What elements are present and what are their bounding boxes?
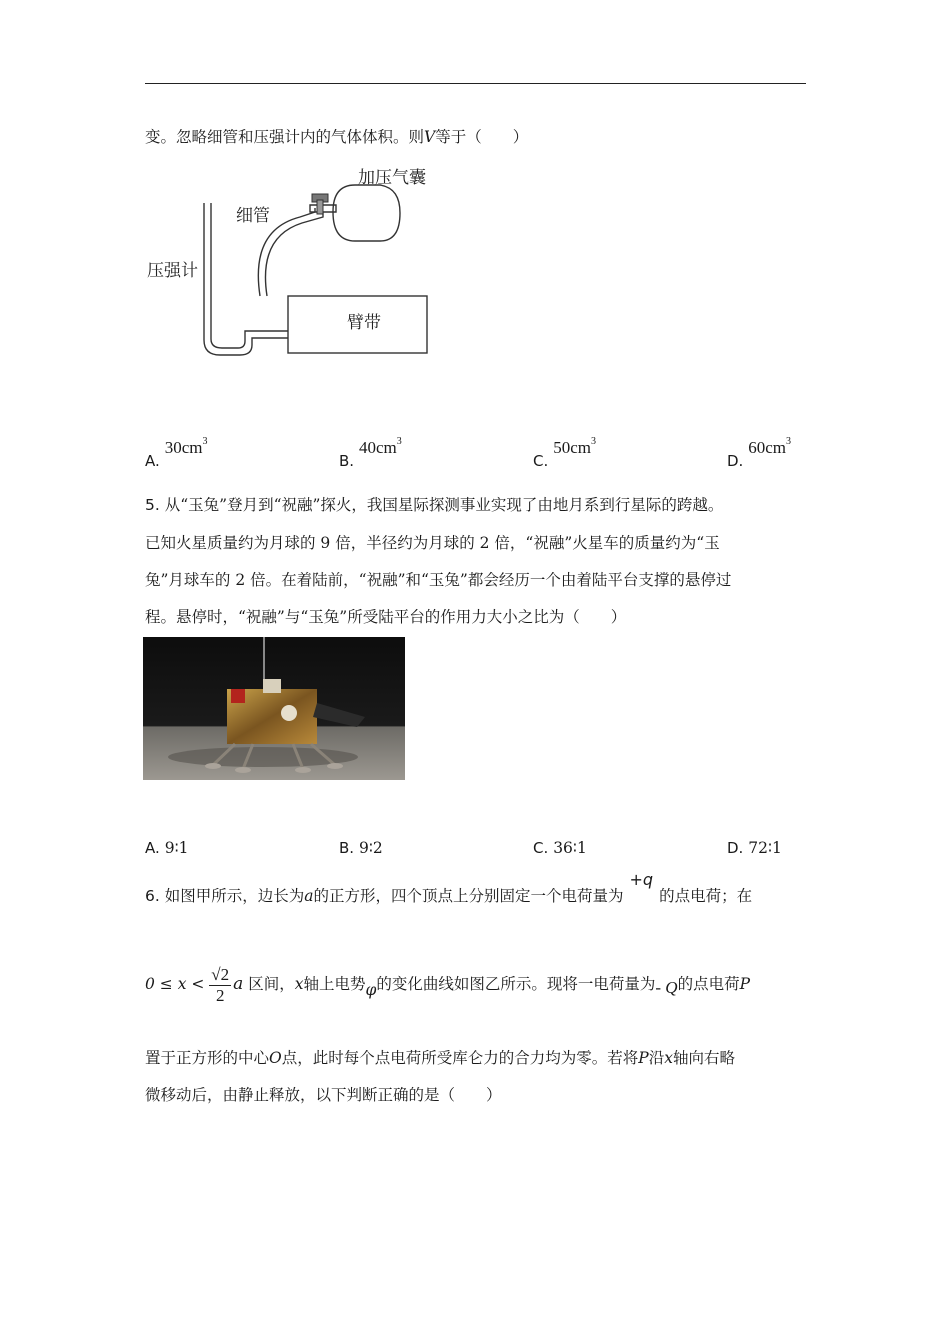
charge-neg-q: - Q: [655, 978, 678, 997]
q4-option-c-value: 50cm: [553, 438, 591, 457]
q5-line-2: 已知火星质量约为月球的 9 倍，半径约为月球的 2 倍，“祝融”火星车的质量约为“玉: [145, 534, 720, 552]
q4-option-a[interactable]: A. $30cm^3$: [145, 436, 208, 470]
inequality-left: 0 ≤ x <: [145, 975, 205, 993]
var-phi: φ: [365, 981, 377, 999]
q5-number: 5.: [145, 496, 160, 514]
var-a: a: [304, 887, 314, 905]
bulb-shape: [333, 185, 400, 241]
q4-option-c[interactable]: C. $50cm^3$: [533, 436, 596, 470]
sphygmomanometer-diagram: [140, 155, 440, 370]
q6-number: 6.: [145, 887, 160, 905]
charge-plus-q: +q: [629, 870, 654, 889]
q4-option-d-value: 60cm: [748, 438, 787, 457]
q5-line-3: 兔”月球车的 2 倍。在着陆前，“祝融”和“玉兔”都会经历一个由着陆平台支撑的悬停过: [145, 571, 732, 589]
thin-tube-inner: [265, 212, 323, 296]
q4-option-a-value: 30cm: [164, 438, 203, 457]
sqrt2-over-2-fraction: $\frac{√2}{2}$: [211, 964, 230, 1005]
q6-line-3: 置于正方形的中心O点，此时每个点电荷所受库仑力的合力均为零。若将P沿x轴向右略: [145, 1049, 735, 1067]
q6-line-4: 微移动后，由静止释放，以下判断正确的是（ ）: [145, 1086, 502, 1104]
label-bulb: 加压气囊: [358, 168, 426, 188]
q5-line-4: 程。悬停时，“祝融”与“玉兔”所受陆平台的作用力大小之比为（ ）: [145, 608, 627, 626]
lunar-lander-photo: [143, 637, 405, 780]
label-gauge: 压强计: [147, 261, 198, 281]
question-4-tail: [145, 126, 528, 148]
q6-line-2: 0 ≤ x < $\frac{√2}{2}$ a 区间，x轴上电势φ的变化曲线如图乙所示。现将一电荷量为- Q的点电荷P: [145, 964, 751, 1005]
header-rule: [145, 83, 806, 84]
q5-option-a-value: 9∶1: [164, 839, 189, 857]
intro-text-b: 等于（ ）: [435, 128, 529, 146]
q5-option-d-value: 72∶1: [748, 839, 782, 857]
label-cuff: 臂带: [347, 313, 381, 333]
q5-option-b[interactable]: B. 9∶2: [339, 839, 383, 857]
q4-option-d[interactable]: D. $60cm^3$: [727, 436, 792, 470]
valve-stem: [317, 200, 323, 214]
q4-option-b-value: 40cm: [359, 438, 397, 457]
q5-option-b-value: 9∶2: [359, 839, 383, 857]
label-tube: 细管: [236, 206, 270, 226]
q5-option-d[interactable]: D. 72∶1: [727, 839, 782, 857]
q5-line-1: 5. 从“玉兔”登月到“祝融”探火，我国星际探测事业实现了由地月系到行星际的跨越。: [145, 496, 724, 514]
q5-option-a[interactable]: A. 9∶1: [145, 839, 189, 857]
q5-option-c-value: 36∶1: [553, 839, 587, 857]
q4-option-b[interactable]: B. $40cm^3$: [339, 436, 402, 470]
q6-line-1: 6. 如图甲所示，边长为a的正方形，四个顶点上分别固定一个电荷量为+q的点电荷；在: [145, 870, 753, 905]
var-v: V: [424, 128, 436, 146]
intro-text: 变。忽略细管和压强计内的气体体积。则: [145, 128, 425, 146]
q5-option-c[interactable]: C. 36∶1: [533, 839, 587, 857]
